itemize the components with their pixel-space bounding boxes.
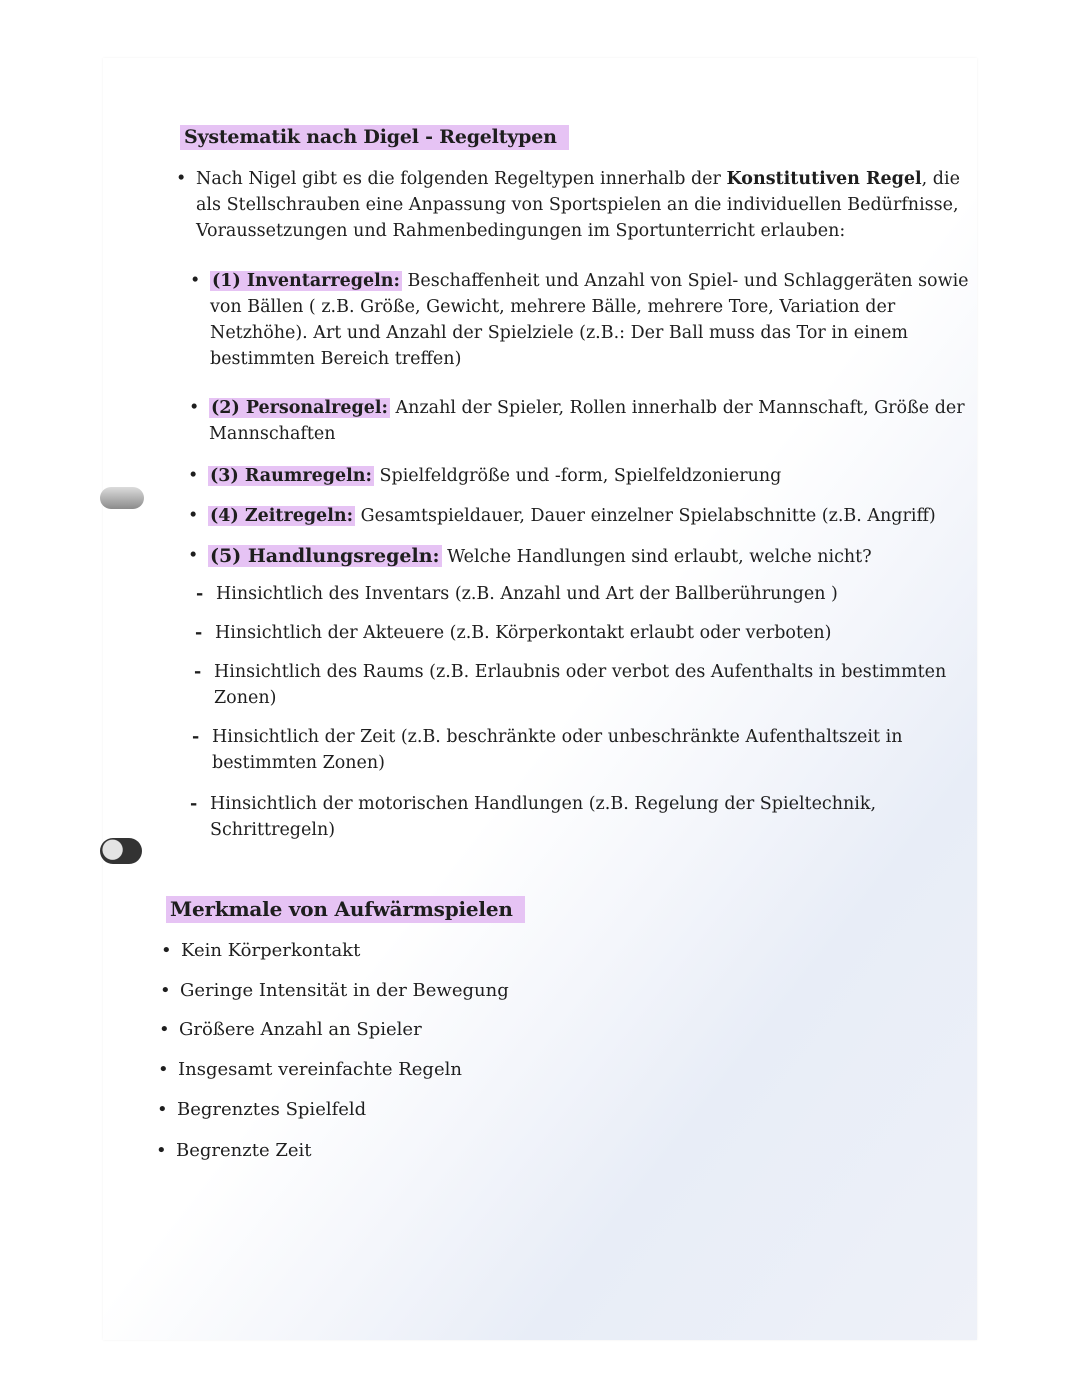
rule-item: • (3) Raumregeln: Spielfeldgröße und -form, Spielfeldzonierung	[208, 463, 781, 489]
rule-item: • (1) Inventarregeln: Beschaffenheit und Anzahl von Spiel- und Schlaggeräten sowie von Bällen ( z.B. Größe, Gewicht, mehrere Bälle, mehrere Tore, Variation der Netzhöhe). Art und Anzahl der Spielziele (z.B.: Der Ball muss das Tor in einem bestimmten Bereich treffen)	[210, 268, 969, 372]
sub-item: - Hinsichtlich der Akteuere (z.B. Körperkontakt erlaubt oder verboten)	[215, 620, 831, 646]
list-item: • Größere Anzahl an Spieler	[179, 1017, 422, 1043]
sub-item: - Hinsichtlich des Raums (z.B. Erlaubnis oder verbot des Aufenthalts in bestimmten Zonen)	[214, 659, 946, 711]
rule-item: • (4) Zeitregeln: Gesamtspieldauer, Dauer einzelner Spielabschnitte (z.B. Angriff)	[208, 503, 936, 529]
sub-item: - Hinsichtlich des Inventars (z.B. Anzahl und Art der Ballberührungen )	[216, 581, 838, 607]
binder-ring-icon	[100, 487, 144, 509]
list-item: • Geringe Intensität in der Bewegung	[180, 978, 509, 1004]
sub-item: - Hinsichtlich der Zeit (z.B. beschränkte oder unbeschränkte Aufenthaltszeit in bestimmten Zonen)	[212, 724, 902, 776]
list-item: • Kein Körperkontakt	[181, 938, 360, 964]
sub-item: - Hinsichtlich der motorischen Handlungen (z.B. Regelung der Spieltechnik, Schrittregeln)	[210, 791, 876, 843]
rule-item: • (2) Personalregel: Anzahl der Spieler, Rollen innerhalb der Mannschaft, Größe der Mannschaften	[209, 395, 965, 447]
list-item: • Insgesamt vereinfachte Regeln	[178, 1057, 462, 1083]
list-item: • Begrenzte Zeit	[176, 1138, 312, 1164]
intro-paragraph: • Nach Nigel gibt es die folgenden Regeltypen innerhalb der Konstitutiven Regel, die als Stellschrauben eine Anpassung von Sportspielen an die individuellen Bedürfnisse, Voraussetzungen und Rahmenbedingungen im Sportunterricht erlauben:	[196, 166, 960, 244]
list-item: • Begrenztes Spielfeld	[177, 1097, 366, 1123]
section-heading: Merkmale von Aufwärmspielen	[166, 897, 525, 921]
section-heading: Systematik nach Digel - Regeltypen	[180, 126, 569, 148]
binder-ring-icon	[100, 838, 142, 864]
rule-item: • (5) Handlungsregeln: Welche Handlungen sind erlaubt, welche nicht?	[208, 543, 872, 570]
